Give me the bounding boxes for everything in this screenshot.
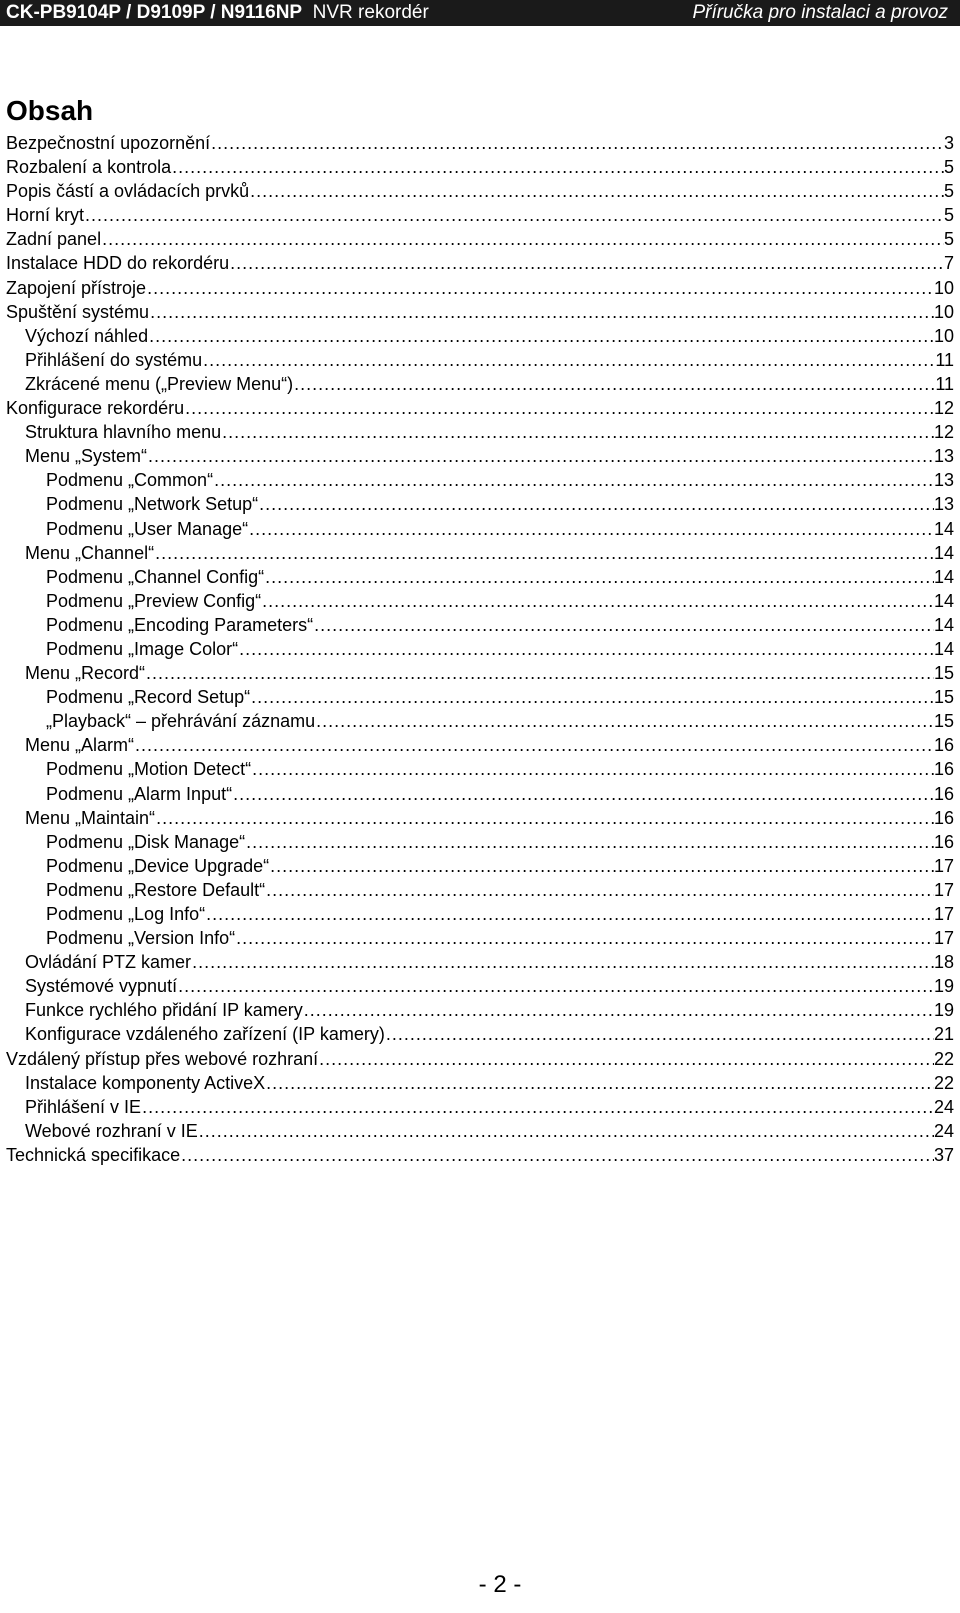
toc-leader-dots xyxy=(142,1095,934,1119)
toc-entry[interactable] xyxy=(6,1047,954,1071)
toc-leader-dots xyxy=(148,444,934,468)
toc-leader-dots xyxy=(265,565,934,589)
table-of-contents xyxy=(6,131,954,1167)
toc-entry-label: Menu „System“ xyxy=(25,446,148,467)
toc-leader-dots xyxy=(251,685,934,709)
toc-leader-dots xyxy=(236,926,934,950)
toc-entry[interactable] xyxy=(6,685,954,709)
toc-entry-page: 17 xyxy=(933,879,954,900)
toc-entry-label: Konfigurace vzdáleného zařízení (IP kamery) xyxy=(25,1024,385,1045)
toc-entry-label: Podmenu „Device Upgrade“ xyxy=(46,855,270,876)
toc-leader-dots xyxy=(146,661,934,685)
toc-entry-label: Zkrácené menu („Preview Menu“) xyxy=(25,373,294,394)
toc-entry[interactable] xyxy=(6,468,954,492)
toc-leader-dots xyxy=(203,348,935,372)
toc-entry[interactable] xyxy=(6,661,954,685)
toc-leader-dots xyxy=(149,324,934,348)
toc-entry-page: 16 xyxy=(933,759,954,780)
toc-leader-dots xyxy=(192,950,934,974)
toc-leader-dots xyxy=(135,733,934,757)
toc-entry-label: Podmenu „Version Info“ xyxy=(46,928,236,949)
toc-entry-label: Podmenu „User Manage“ xyxy=(46,518,249,539)
toc-entry-label: Přihlášení do systému xyxy=(25,349,203,370)
toc-leader-dots xyxy=(266,878,934,902)
toc-leader-dots xyxy=(314,613,934,637)
toc-leader-dots xyxy=(214,468,934,492)
toc-leader-dots xyxy=(150,300,934,324)
toc-leader-dots xyxy=(85,203,944,227)
toc-leader-dots xyxy=(230,251,944,275)
toc-entry-label: Podmenu „Motion Detect“ xyxy=(46,759,252,780)
toc-entry-page: 22 xyxy=(933,1072,954,1093)
toc-entry[interactable] xyxy=(6,589,954,613)
toc-entry-page: 21 xyxy=(933,1024,954,1045)
toc-entry-page: 16 xyxy=(933,783,954,804)
toc-entry-page: 14 xyxy=(933,566,954,587)
toc-leader-dots xyxy=(252,757,934,781)
toc-entry[interactable] xyxy=(6,565,954,589)
toc-entry[interactable] xyxy=(6,613,954,637)
toc-entry-page: 14 xyxy=(933,614,954,635)
toc-entry-label: Horní kryt xyxy=(6,205,85,226)
toc-entry-label: Konfigurace rekordéru xyxy=(6,398,185,419)
toc-entry[interactable] xyxy=(6,806,954,830)
toc-entry-label: Podmenu „Alarm Input“ xyxy=(46,783,233,804)
toc-leader-dots xyxy=(185,396,934,420)
toc-entry[interactable] xyxy=(6,757,954,781)
toc-entry-page: 24 xyxy=(933,1096,954,1117)
toc-entry-label: Menu „Channel“ xyxy=(25,542,155,563)
toc-entry-label: Popis částí a ovládacích prvků xyxy=(6,181,250,202)
toc-entry-label: Podmenu „Record Setup“ xyxy=(46,687,251,708)
toc-entry[interactable] xyxy=(6,251,954,275)
toc-entry[interactable] xyxy=(6,782,954,806)
toc-entry-page: 15 xyxy=(933,711,954,732)
toc-leader-dots xyxy=(266,1071,934,1095)
toc-entry-label: Menu „Record“ xyxy=(25,663,146,684)
toc-entry-label: Podmenu „Image Color“ xyxy=(46,638,239,659)
toc-entry-label: Podmenu „Log Info“ xyxy=(46,904,206,924)
toc-entry-page: 13 xyxy=(933,470,954,491)
toc-title: Obsah xyxy=(6,95,94,126)
toc-entry[interactable] xyxy=(6,854,954,878)
toc-entry-label: „Playback“ – přehrávání záznamu xyxy=(46,711,316,732)
toc-entry-page: 24 xyxy=(933,1120,954,1141)
toc-entry-page: 13 xyxy=(933,494,954,515)
toc-entry[interactable] xyxy=(6,492,954,516)
toc-entry-label: Podmenu „Channel Config“ xyxy=(46,566,265,587)
toc-entry[interactable] xyxy=(6,950,954,974)
toc-entry-page: 17 xyxy=(933,855,954,876)
toc-leader-dots xyxy=(304,998,934,1022)
toc-entry-page: 15 xyxy=(933,687,954,708)
toc-entry[interactable] xyxy=(6,179,954,203)
toc-entry[interactable] xyxy=(6,203,954,227)
toc-entry-label: Webové rozhraní v IE xyxy=(25,1120,198,1141)
toc-entry-page: 17 xyxy=(933,904,954,924)
toc-leader-dots xyxy=(222,420,934,444)
toc-leader-dots xyxy=(147,276,934,300)
toc-entry[interactable] xyxy=(6,637,954,661)
toc-entry[interactable] xyxy=(6,974,954,998)
toc-entry-page: 15 xyxy=(933,663,954,684)
toc-entry[interactable] xyxy=(6,541,954,565)
toc-entry[interactable] xyxy=(6,1119,954,1143)
header-manual-title: Příručka pro instalaci a provoz xyxy=(692,2,948,23)
toc-entry-page: 17 xyxy=(933,928,954,949)
toc-leader-dots xyxy=(239,637,934,661)
toc-leader-dots xyxy=(246,830,934,854)
toc-leader-dots xyxy=(155,541,934,565)
toc-leader-dots xyxy=(172,155,944,179)
toc-entry-label: Vzdálený přístup přes webové rozhraní xyxy=(6,1048,319,1069)
toc-entry-page: 10 xyxy=(933,301,954,322)
toc-entry[interactable] xyxy=(6,324,954,348)
toc-entry-label: Instalace komponenty ActiveX xyxy=(25,1072,266,1093)
toc-entry[interactable] xyxy=(6,348,954,372)
toc-entry-page: 10 xyxy=(933,325,954,346)
toc-entry-label: Podmenu „Disk Manage“ xyxy=(46,831,246,852)
toc-entry[interactable] xyxy=(6,1095,954,1119)
toc-entry[interactable] xyxy=(6,998,954,1022)
toc-entry-page: 12 xyxy=(933,422,954,443)
toc-entry-page: 19 xyxy=(933,1000,954,1021)
toc-entry-page: 10 xyxy=(933,277,954,298)
toc-entry[interactable] xyxy=(6,1071,954,1095)
toc-leader-dots xyxy=(211,131,944,155)
toc-entry-label: Zapojení přístroje xyxy=(6,277,147,298)
toc-entry[interactable] xyxy=(6,372,954,396)
page-footer xyxy=(0,1570,960,1600)
toc-entry-label: Technická specifikace xyxy=(6,1144,181,1165)
toc-entry-page: 7 xyxy=(943,253,954,274)
toc-leader-dots xyxy=(199,1119,934,1143)
toc-entry-label: Rozbalení a kontrola xyxy=(6,157,172,178)
toc-entry-label: Ovládání PTZ kamer xyxy=(25,952,192,973)
toc-entry-page: 16 xyxy=(933,807,954,828)
toc-entry-page: 19 xyxy=(933,976,954,997)
toc-entry-label: Podmenu „Common“ xyxy=(46,470,214,491)
toc-leader-dots xyxy=(181,1143,934,1167)
toc-entry-label: Funkce rychlého přidání IP kamery xyxy=(25,1000,303,1021)
toc-leader-dots xyxy=(156,806,934,830)
page-header xyxy=(0,0,960,26)
toc-leader-dots xyxy=(233,782,934,806)
toc-entry-page: 11 xyxy=(935,349,954,370)
toc-entry-page: 16 xyxy=(933,735,954,756)
toc-entry-page: 12 xyxy=(933,398,954,419)
toc-entry-label: Spuštění systému xyxy=(6,301,150,322)
toc-entry[interactable] xyxy=(6,1022,954,1046)
toc-entry-page: 22 xyxy=(933,1048,954,1069)
toc-entry[interactable] xyxy=(6,1143,954,1167)
toc-entry-page: 14 xyxy=(933,542,954,563)
toc-entry[interactable] xyxy=(6,227,954,251)
toc-entry[interactable] xyxy=(6,709,954,733)
toc-leader-dots xyxy=(206,902,934,926)
toc-leader-dots xyxy=(249,517,934,541)
toc-entry-page: 11 xyxy=(935,373,954,394)
toc-leader-dots xyxy=(178,974,934,998)
toc-entry-page: 37 xyxy=(933,1144,954,1165)
header-left xyxy=(6,0,429,26)
toc-entry[interactable] xyxy=(6,131,954,155)
toc-entry-label: Bezpečnostní upozornění xyxy=(6,133,211,153)
header-product: NVR rekordér xyxy=(312,2,429,23)
toc-leader-dots xyxy=(250,179,944,203)
toc-entry-label: Přihlášení v IE xyxy=(25,1096,142,1117)
toc-entry-label: Podmenu „Network Setup“ xyxy=(46,494,259,515)
page-number: - 2 - xyxy=(478,1571,522,1598)
toc-entry-label: Zadní panel xyxy=(6,229,102,250)
toc-entry-page: 14 xyxy=(933,518,954,539)
toc-entry-page: 5 xyxy=(943,205,954,226)
toc-entry[interactable] xyxy=(6,926,954,950)
toc-entry-page: 5 xyxy=(943,157,954,178)
toc-entry-page: 13 xyxy=(933,446,954,467)
toc-entry[interactable] xyxy=(6,276,954,300)
toc-entry-page: 16 xyxy=(933,831,954,852)
toc-leader-dots xyxy=(102,227,944,251)
toc-leader-dots xyxy=(319,1047,934,1071)
header-model: CK-PB9104P / D9109P / N9116NP xyxy=(6,2,303,23)
toc-leader-dots xyxy=(270,854,934,878)
toc-entry[interactable] xyxy=(6,733,954,757)
toc-entry-page: 5 xyxy=(943,181,954,202)
toc-entry-page: 3 xyxy=(943,133,954,153)
toc-entry-label: Instalace HDD do rekordéru xyxy=(6,253,230,274)
toc-entry[interactable] xyxy=(6,420,954,444)
toc-entry[interactable] xyxy=(6,396,954,420)
toc-entry[interactable] xyxy=(6,902,954,926)
toc-entry-label: Podmenu „Preview Config“ xyxy=(46,590,262,611)
toc-entry-label: Výchozí náhled xyxy=(25,325,149,346)
toc-entry-label: Struktura hlavního menu xyxy=(25,422,222,443)
toc-entry-label: Podmenu „Encoding Parameters“ xyxy=(46,614,314,635)
toc-entry[interactable] xyxy=(6,155,954,179)
toc-leader-dots xyxy=(316,709,934,733)
toc-entry[interactable] xyxy=(6,830,954,854)
toc-entry-page: 14 xyxy=(933,638,954,659)
toc-entry-label: Menu „Alarm“ xyxy=(25,735,135,756)
toc-entry[interactable] xyxy=(6,878,954,902)
toc-leader-dots xyxy=(259,492,934,516)
toc-entry[interactable] xyxy=(6,300,954,324)
toc-entry[interactable] xyxy=(6,517,954,541)
toc-leader-dots xyxy=(294,372,935,396)
toc-entry-label: Podmenu „Restore Default“ xyxy=(46,879,266,900)
toc-leader-dots xyxy=(262,589,934,613)
toc-entry-label: Menu „Maintain“ xyxy=(25,807,156,828)
toc-entry-label: Systémové vypnutí xyxy=(25,976,178,997)
toc-entry-page: 18 xyxy=(933,952,954,973)
toc-leader-dots xyxy=(386,1022,934,1046)
toc-entry-page: 14 xyxy=(933,590,954,611)
toc-entry[interactable] xyxy=(6,444,954,468)
toc-entry-page: 5 xyxy=(943,229,954,250)
